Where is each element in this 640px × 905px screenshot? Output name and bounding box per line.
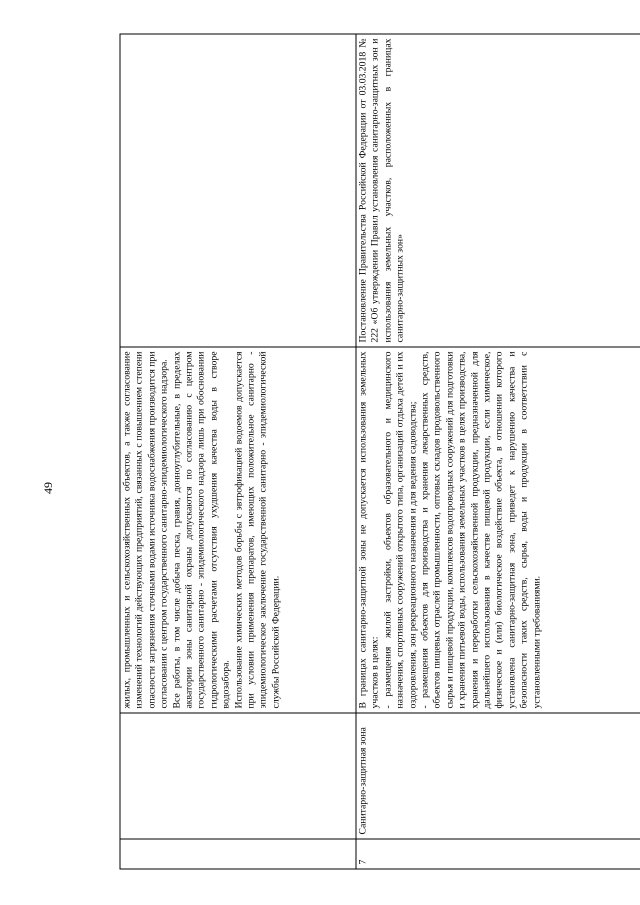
regulations-table xyxy=(120,34,640,870)
row-number-cell: 7 xyxy=(356,839,640,869)
restrictions-cell xyxy=(120,347,356,713)
restriction-paragraph: Использование химических методов борьбы с эвтрофикацией водоемов допускается при условии применения препаратов, имеющих положительное санитарно - эпидемиологическое заключение государственной санитарно - эпидемиологической службы Российской Федерации. xyxy=(233,351,282,709)
page-number: 49 xyxy=(41,482,55,494)
zone-name-cell: Санитарно-защитная зона xyxy=(356,713,640,839)
restriction-paragraph: Все работы, в том числе добыча песка, гравия, донноуглубительные, в пределах акватории зоны санитарной охраны допускаются по согласованию с центром государственного санитарно - эпидемиологического надзора лишь при обосновании гидрологическими расчетами отсутствия ухудшения качества воды в створе водозабора. xyxy=(171,351,232,709)
restriction-paragraph: В границах санитарно-защитной зоны не допускается использования земельных участков в целях: xyxy=(357,351,381,709)
rotated-table-wrapper xyxy=(120,34,640,870)
table-row xyxy=(120,34,356,869)
restriction-paragraph: - размещения жилой застройки, объектов образовательного и медицинского назначения, спортивных сооружений открытого типа, организаций отдыха детей и их оздоровления, зон рекреационного назначения и для ведения садоводства; xyxy=(382,351,419,709)
restrictions-cell xyxy=(356,347,640,713)
legal-basis-cell xyxy=(120,34,356,347)
restriction-paragraph: - размещения объектов для производства и хранения лекарственных средств, объектов пищевых отраслей промышленности, оптовых складов продовольственного сырья и пищевой продукции, комплексов водопроводных сооружений для подготовки и хранения питьевой воды, использования земельных участков в целях производства, хранения и переработки сельскохозяйственной продукции, предназначенной для дальнейшего использования в качестве пищевой продукции, если химическое, физическое и (или) биологическое воздействие объекта, в отношении которого установлена санитарно-защитная зона, приведет к нарушению качества и безопасности таких средств, сырья, воды и продукции в соответствии с установленными требованиями. xyxy=(419,351,543,709)
row-number-cell xyxy=(120,839,356,869)
table-row xyxy=(356,34,640,869)
restriction-paragraph: жилых, промышленных и сельскохозяйственных объектов, а также согласование изменений технологий действующих предприятий, связанных с повышением степени опасности загрязнения сточными водами источника водоснабжения производится при согласовании с центром государственного санитарно-эпидемиологического надзора. xyxy=(121,351,170,709)
zone-name-cell xyxy=(120,713,356,839)
legal-basis-cell: Постановление Правительства Российской Федерации от 03.03.2018 № 222 «Об утверждении Правил установления санитарно-защитных зон и использования земельных участков, расположенных в границах санитарно-защитных зон» xyxy=(356,34,640,347)
